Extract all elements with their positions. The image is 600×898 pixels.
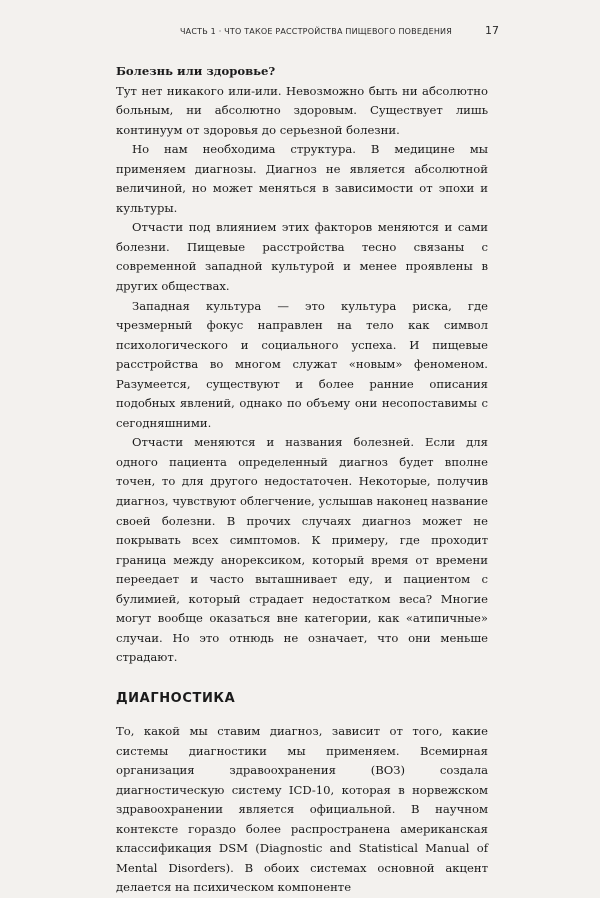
paragraph: Отчасти меняются и названия болезней. Если для одного пациента определенный диагноз будет вполне точен, то для другого недостаточен. Некоторые, получив диагноз, чувствуют облегчение, услышав наконец название своей болезни. В прочих случаях диагноз может не покрывать всех симптомов. К примеру, где проходит граница между анорексиком, который время от времени переедает и часто выташнивает еду, и пациентом с булимией, который страдает недостатком веса? Многие могут вообще оказаться вне категории, как «атипичные» случаи. Но это отнюдь не означает, что они меньше страдают.: [116, 435, 488, 665]
subsection-title: Болезнь или здоровье?: [116, 64, 276, 78]
running-head: ЧАСТЬ 1 · ЧТО ТАКОЕ РАССТРОЙСТВА ПИЩЕВОГО ПОВЕДЕНИЯ: [180, 27, 452, 36]
paragraph: То, какой мы ставим диагноз, зависит от того, какие системы диагностики мы применяем. Всемирная организация здравоохранения (ВОЗ) создала диагностическую систему ICD-10, которая в норвежском здравоохранении является официальной. В научном контексте гораздо более распространена американская классификация DSM (Diagnostic and Statistical Manual of Mental Disorders). В обоих системах основной акцент делается на психическом компоненте: [116, 723, 488, 895]
paragraph: Но нам необходима структура. В медицине мы применяем диагнозы. Диагноз не является абсолютной величиной, но может меняться в зависимости от эпохи и культуры.: [116, 142, 488, 215]
paragraph: Тут нет никакого или-или. Невозможно быть ни абсолютно больным, ни абсолютно здоровым. Существует лишь континуум от здоровья до серьезной болезни.: [116, 83, 488, 137]
page-number: 17: [485, 24, 499, 37]
body-text: [116, 62, 488, 898]
paragraph: Отчасти под влиянием этих факторов меняются и сами болезни. Пищевые расстройства тесно связаны с современной западной культурой и менее проявлены в других обществах.: [116, 220, 488, 294]
paragraph: Западная культура — это культура риска, где чрезмерный фокус направлен на тело как символ психологического и социального успеха. И пищевые расстройства во многом служат «новым» феноменом. Разумеется, существуют и более ранние описания подобных явлений, однако по объему они несопоставимы с сегодняшними.: [116, 298, 488, 430]
section-heading: ДИАГНОСТИКА: [116, 690, 236, 706]
